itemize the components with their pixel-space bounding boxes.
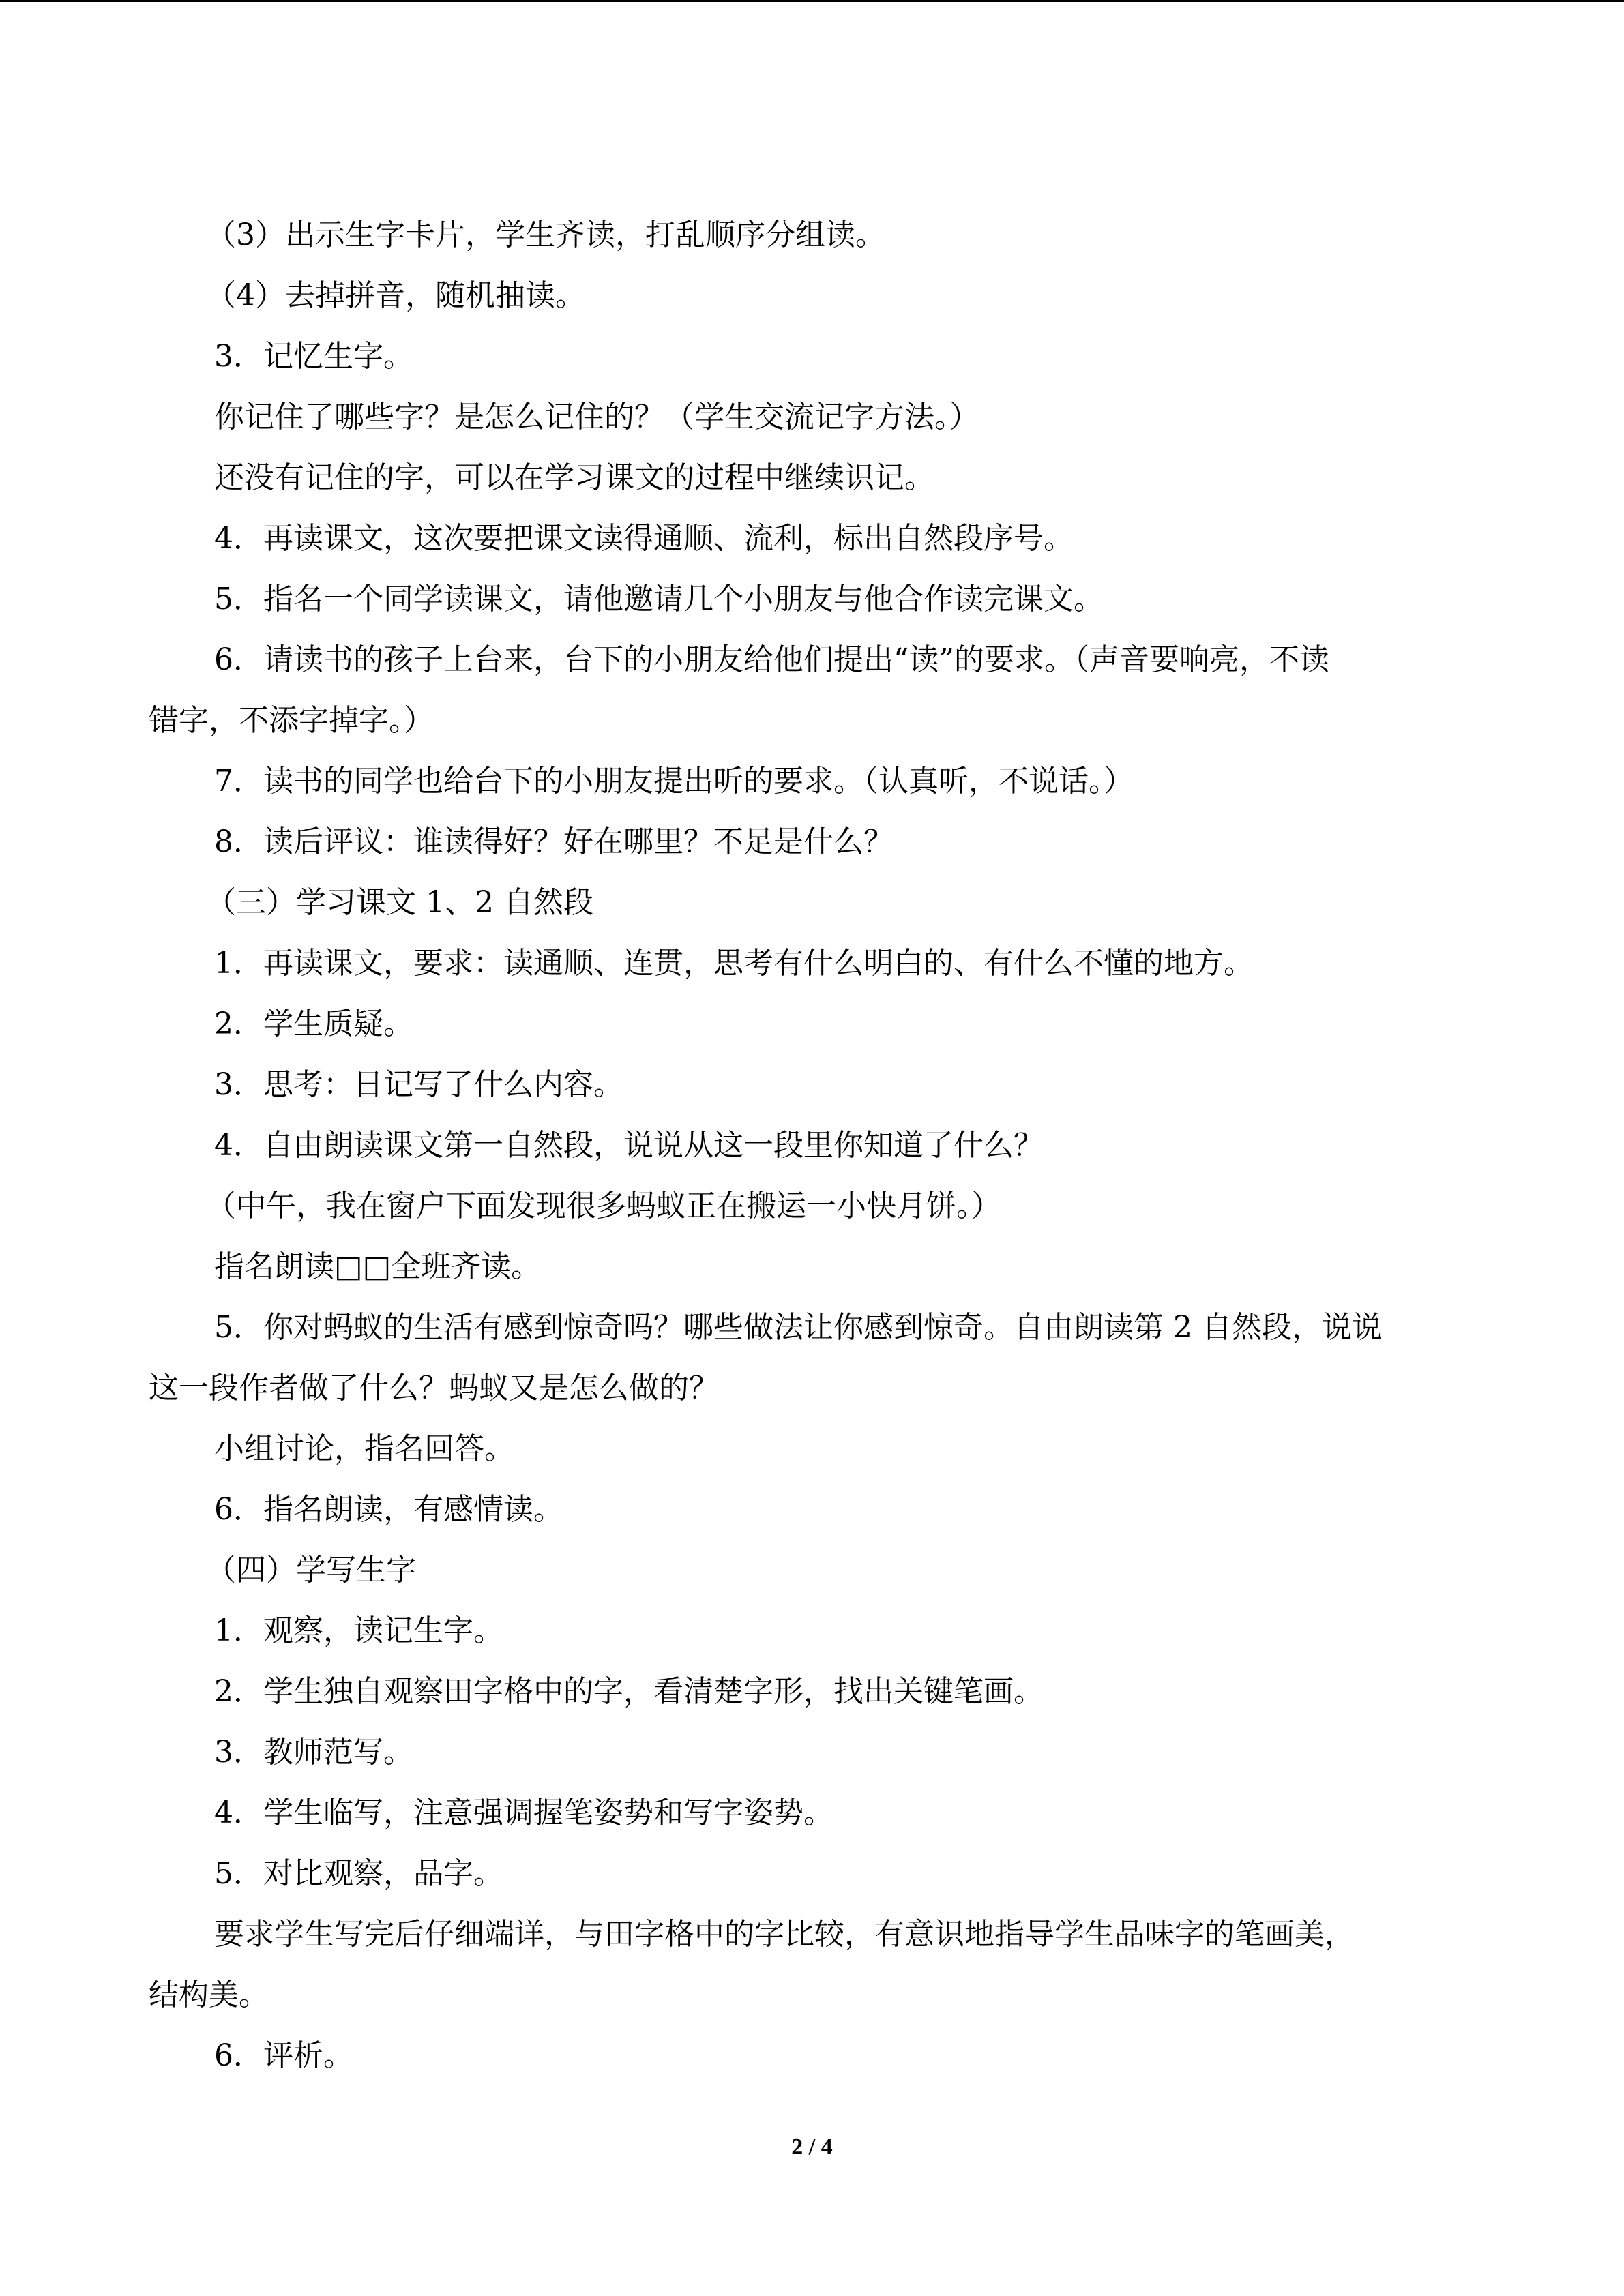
page-number: 2 / 4 (791, 2134, 833, 2160)
paragraph-line: 3．记忆生字。 (214, 339, 413, 374)
paragraph-line: 5．你对蚂蚁的生活有感到惊奇吗？哪些做法让你感到惊奇。自由朗读第 2 自然段，说说 (214, 1310, 1382, 1345)
paragraph-line: 结构美。 (149, 1978, 269, 2012)
paragraph-line: 指名朗读□□全班齐读。 (214, 1249, 542, 1284)
paragraph-line: 你记住了哪些字？是怎么记住的？（学生交流记字方法。） (214, 400, 979, 434)
paragraph-line: 错字，不添字掉字。） (149, 703, 434, 738)
paragraph-line: 还没有记住的字，可以在学习课文的过程中继续识记。 (214, 460, 934, 495)
paragraph-line: 5．对比观察，品字。 (214, 1856, 503, 1891)
paragraph-line: 3．教师范写。 (214, 1735, 413, 1770)
document-body (149, 205, 1475, 2086)
paragraph-line: 这一段作者做了什么？蚂蚁又是怎么做的？ (149, 1371, 719, 1405)
paragraph-line: 1．观察，读记生字。 (214, 1613, 503, 1648)
paragraph-line: 小组讨论，指名回答。 (214, 1431, 514, 1466)
paragraph-line: （3）出示生字卡片，学生齐读，打乱顺序分组读。 (206, 218, 885, 252)
paragraph-line: 2．学生独自观察田字格中的字，看清楚字形，找出关键笔画。 (214, 1674, 1044, 1709)
page-top-border (0, 0, 1624, 2)
paragraph-line: 1．再读课文，要求：读通顺、连贯，思考有什么明白的、有什么不懂的地方。 (214, 946, 1254, 981)
paragraph-line: 5．指名一个同学读课文，请他邀请几个小朋友与他合作读完课文。 (214, 582, 1104, 616)
paragraph-line: 6．请读书的孩子上台来，台下的小朋友给他们提出“读”的要求。（声音要响亮，不读 (214, 642, 1329, 677)
paragraph-line: 4．自由朗读课文第一自然段，说说从这一段里你知道了什么？ (214, 1128, 1044, 1163)
paragraph-line: 3．思考：日记写了什么内容。 (214, 1067, 623, 1102)
paragraph-line: 6．评析。 (214, 2038, 353, 2073)
paragraph-line: 7．读书的同学也给台下的小朋友提出听的要求。（认真听，不说话。） (214, 764, 1134, 799)
section-heading: （三）学习课文 1、2 自然段 (206, 885, 593, 920)
paragraph-line: 6．指名朗读，有感情读。 (214, 1492, 563, 1527)
paragraph-line: 4．再读课文，这次要把课文读得通顺、流利，标出自然段序号。 (214, 521, 1074, 556)
paragraph-line: （中午，我在窗户下面发现很多蚂蚁正在搬运一小快月饼。） (206, 1189, 1001, 1223)
section-heading: （四）学写生字 (206, 1553, 416, 1587)
paragraph-line: 4．学生临写，注意强调握笔姿势和写字姿势。 (214, 1795, 833, 1830)
paragraph-line: （4）去掉拼音，随机抽读。 (206, 278, 585, 313)
paragraph-line: 要求学生写完后仔细端详，与田字格中的字比较，有意识地指导学生品味字的笔画美， (214, 1917, 1355, 1952)
paragraph-line: 2．学生质疑。 (214, 1007, 413, 1041)
paragraph-line: 8．读后评议：谁读得好？好在哪里？不足是什么？ (214, 824, 894, 859)
